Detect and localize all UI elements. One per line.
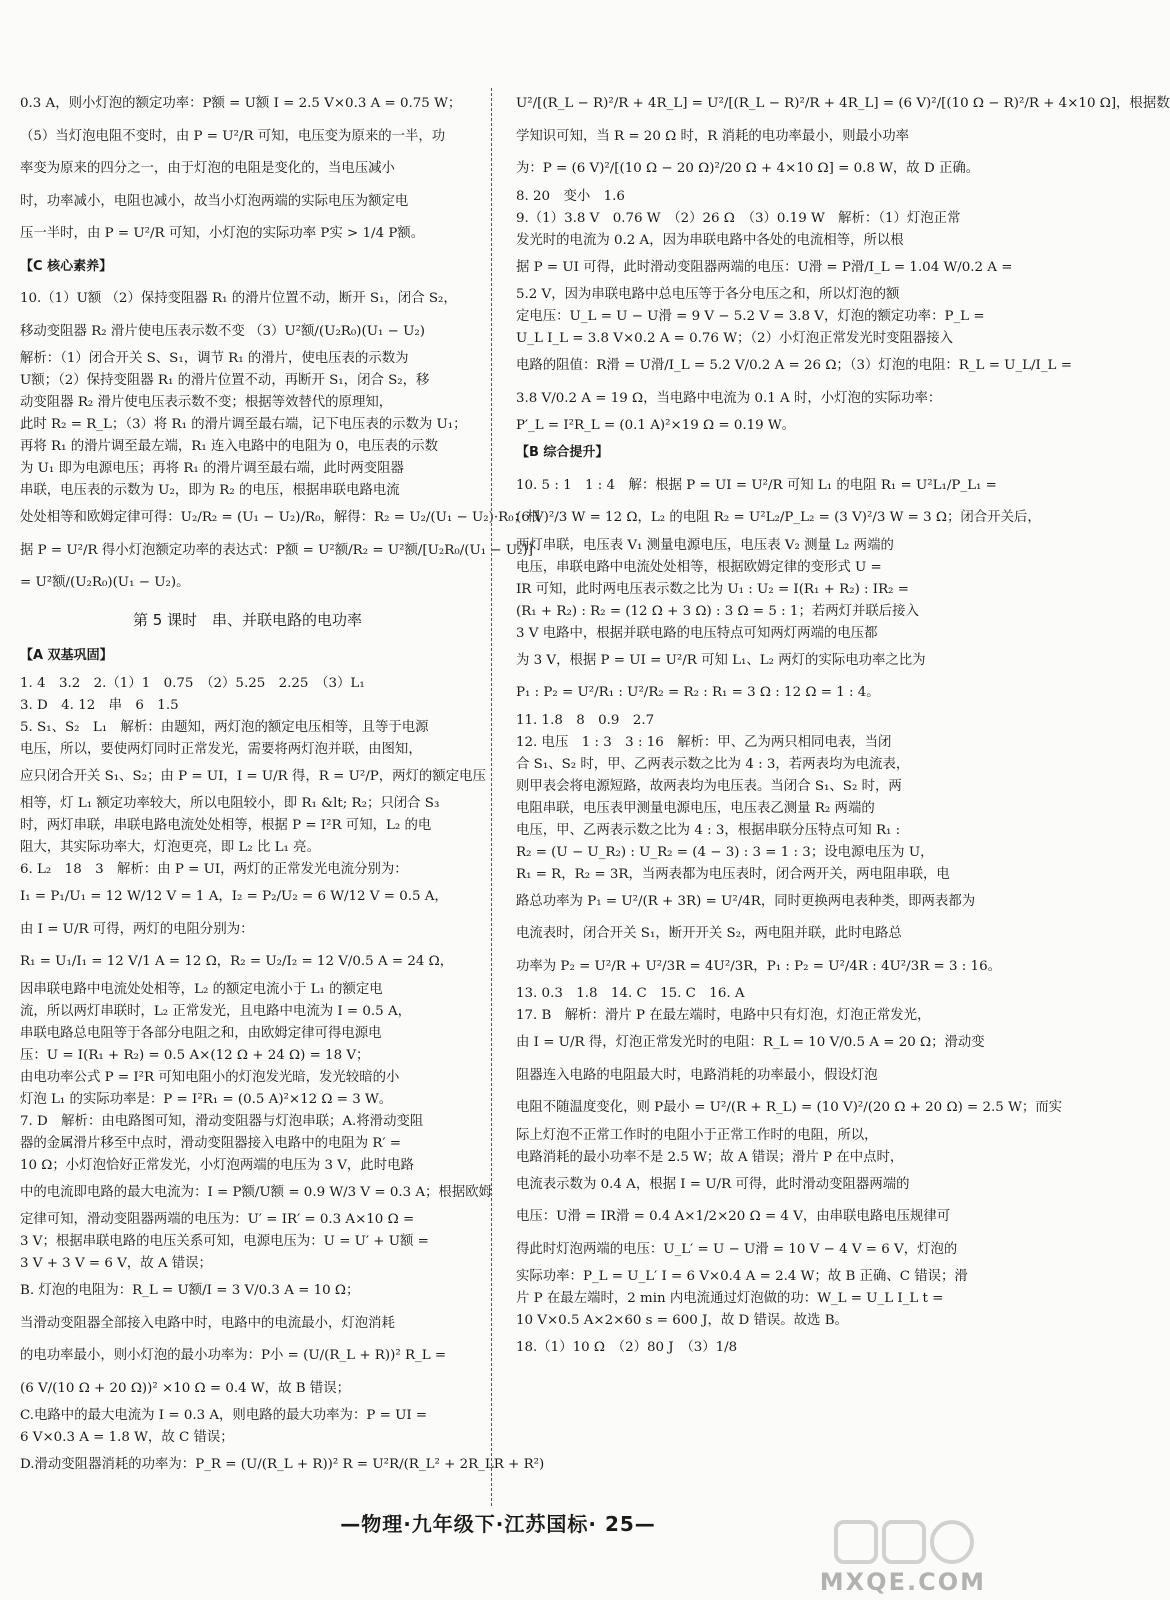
right-text-line: 阻器连入电路的电阻最大时，电路消耗的功率最小，假设灯泡 <box>516 1067 878 1083</box>
left-text-line: 1. 4 3.2 2.（1）1 0.75 （2）5.25 2.25 （3）L₁ <box>20 675 365 691</box>
right-text-line: 电压，甲、乙两表示数之比为 4 : 3，根据串联分压特点可知 R₁ : <box>516 822 901 838</box>
left-text-line: D.滑动变阻器消耗的功率为：P_R = (U/(R_L + R))² R = U²R/(R_L² + 2R_LR + R²) <box>20 1457 545 1472</box>
left-text-line: 的电功率最小，则小灯泡的最小功率为：P小 = (U/(R_L + R))² R_L = <box>20 1348 447 1363</box>
left-text-line: 10 Ω；小灯泡恰好正常发光，小灯泡两端的电压为 3 V，此时电路 <box>20 1157 414 1173</box>
right-text-line: 实际功率：P_L = U_L′ I = 6 V×0.4 A = 2.4 W；故 B 正确、C 错误；滑 <box>516 1269 968 1284</box>
left-text-line: 3. D 4. 12 串 6 1.5 <box>20 697 179 713</box>
left-text-line: 由电功率公式 P = I²R 可知电阻小的灯泡发光暗，发光较暗的小 <box>20 1069 400 1085</box>
left-text-line: 电压，所以，要使两灯同时正常发光，需要将两灯泡并联，由图知， <box>20 741 422 757</box>
right-text-line: 电流表示数为 0.4 A，根据 I = U/R 可得，此时滑动变阻器两端的 <box>516 1176 910 1192</box>
right-text-line: 电压，串联电路中电流处处相等，根据欧姆定律的变形式 U = <box>516 559 882 575</box>
right-text-line: 为：P = (6 V)²/[(10 Ω − 20 Ω)²/20 Ω + 4×10 Ω] = 0.8 W，故 D 正确。 <box>516 161 980 176</box>
right-text-line: 据 P = UI 可得，此时滑动变阻器两端的电压：U滑 = P滑/I_L = 1.04 W/0.2 A = <box>516 259 1013 275</box>
right-text-line: 11. 1.8 8 0.9 2.7 <box>516 712 655 728</box>
left-text-line: 当滑动变阻器全部接入电路中时，电路中的电流最小，灯泡消耗 <box>20 1315 395 1331</box>
right-text-line: 合 S₁、S₂ 时，甲、乙两表示数之比为 4 : 3，若两表均为电流表， <box>516 756 910 772</box>
right-text-line: IR 可知，此时两电压表示数之比为 U₁ : U₂ = I(R₁ + R₂) : IR₂ = <box>516 581 910 597</box>
right-text-line: 8. 20 变小 1.6 <box>516 188 625 204</box>
left-text-line: 第 5 课时 串、并联电路的电功率 <box>132 610 363 629</box>
left-text-line: B. 灯泡的电阻为：R_L = U额/I = 3 V/0.3 A = 10 Ω； <box>20 1283 360 1298</box>
left-text-line: 由 I = U/R 可得，两灯的电阻分别为： <box>20 921 254 937</box>
left-text-line: 3 V；根据串联电路的电压关系可知，电源电压为：U = U′ + U额 = <box>20 1234 429 1249</box>
right-text-line: 路总功率为 P₁ = U²/(R + 3R) = U²/4R，同时更换两电表种类，即两表都为 <box>516 893 976 909</box>
left-text-line: 动变阻器 R₂ 滑片使电压表示数不变；根据等效替代的原理知， <box>20 395 393 410</box>
right-text-line: R₂ = (U − U_R₂) : U_R₂ = (4 − 3) : 3 = 1 : 3；设电源电压为 U， <box>516 844 934 860</box>
right-text-line: 两灯串联，电压表 V₁ 测量电源电压，电压表 V₂ 测量 L₂ 两端的 <box>516 537 894 553</box>
page-footer: —物理·九年级下·江苏国标· 25— <box>340 1512 656 1536</box>
left-text-line: 中的电流即电路的最大电流为：I = P额/U额 = 0.9 W/3 V = 0.3 A；根据欧姆 <box>20 1184 492 1200</box>
left-text-line: 器的金属滑片移至中点时，滑动变阻器接入电路中的电阻为 R′ = <box>20 1135 402 1151</box>
left-text-line: 此时 R₂ = R_L；（3）将 R₁ 的滑片调至最右端，记下电压表的示数为 U₁； <box>20 417 467 432</box>
watermark-text: MXQE.COM <box>819 1568 986 1596</box>
right-text-line: 定电压：U_L = U − U滑 = 9 V − 5.2 V = 3.8 V，灯泡的额定功率：P_L = <box>516 309 985 324</box>
right-column <box>516 88 1170 1365</box>
right-text-line: 发光时的电流为 0.2 A，因为串联电路中各处的电流相等，所以根 <box>516 232 904 248</box>
left-text-line: 解析：（1）闭合开关 S、S₁，调节 R₁ 的滑片，使电压表的示数为 <box>20 351 409 366</box>
right-text-line: 片 P 在最左端时，2 min 内电流通过灯泡做的功：W_L = U_L I_L t = <box>516 1291 944 1306</box>
left-text-line: 时，两灯串联，串联电路电流处处相等，根据 P = I²R 可知，L₂ 的电 <box>20 818 432 833</box>
left-text-line: 0.3 A，则小灯泡的额定功率：P额 = U额 I = 2.5 V×0.3 A = 0.75 W； <box>20 96 462 111</box>
right-text-line: 5.2 V，因为串联电路中总电压等于各分电压之和，所以灯泡的额 <box>516 287 900 302</box>
right-text-line: 3.8 V/0.2 A = 19 Ω，当电路中电流为 0.1 A 时，小灯泡的实际功率： <box>516 390 942 406</box>
right-text-line: 【B 综合提升】 <box>516 445 609 460</box>
left-text-line: 相等，灯 L₁ 额定功率较大，所以电阻较小，即 R₁ &lt; R₂；只闭合 S₃ <box>20 796 440 811</box>
left-text-line: 【A 双基巩固】 <box>20 648 113 663</box>
right-text-line: 电阻串联，电压表甲测量电源电压，电压表乙测量 R₂ 两端的 <box>516 800 875 816</box>
right-text-line: 学知识可知，当 R = 20 Ω 时，R 消耗的电功率最小，则最小功率 <box>516 128 910 144</box>
left-text-line: 5. S₁、S₂ L₁ 解析：由题知，两灯泡的额定电压相等，且等于电源 <box>20 719 429 735</box>
right-text-line: 功率为 P₂ = U²/R + U²/3R = 4U²/3R，P₁ : P₂ = U²/4R : 4U²/3R = 3 : 16。 <box>516 958 1001 974</box>
left-text-line: 再将 R₁ 的滑片调至最左端，R₁ 连入电路中的电阻为 0，电压表的示数 <box>20 439 438 454</box>
left-text-line: 3 V + 3 V = 6 V，故 A 错误； <box>20 1256 212 1271</box>
left-text-line: 因串联电路中电流处处相等，L₂ 的额定电流小于 L₁ 的额定电 <box>20 981 383 997</box>
left-text-line: 时，功率减小，电阻也减小，故当小灯泡两端的实际电压为额定电 <box>20 193 409 209</box>
right-text-line: R₁ = R，R₂ = 3R，当两表都为电压表时，闭合两开关，两电阻串联，电 <box>516 866 950 882</box>
left-text-line: 10.（1）U额 （2）保持变阻器 R₁ 的滑片位置不动，断开 S₁，闭合 S₂， <box>20 291 457 306</box>
left-text-line: I₁ = P₁/U₁ = 12 W/12 V = 1 A，I₂ = P₂/U₂ = 6 W/12 V = 0.5 A， <box>20 889 448 904</box>
column-divider <box>491 88 492 1506</box>
right-text-line: 际上灯泡不正常工作时的电阻小于正常工作时的电阻，所以， <box>516 1127 878 1143</box>
left-text-line: 定律可知，滑动变阻器两端的电压为：U′ = IR′ = 0.3 A×10 Ω = <box>20 1212 415 1227</box>
left-text-line: U额；（2）保持变阻器 R₁ 的滑片位置不动，再断开 S₁，闭合 S₂，移 <box>20 373 430 388</box>
right-text-line: 电路消耗的最小功率不是 2.5 W；故 A 错误；滑片 P 在中点时， <box>516 1149 904 1165</box>
left-text-line: 流，所以两灯串联时，L₂ 正常发光，且电路中电流为 I = 0.5 A， <box>20 1003 412 1019</box>
left-text-line: 串联，电压表的示数为 U₂，即为 R₂ 的电压，根据串联电路电流 <box>20 483 400 498</box>
right-text-line: 12. 电压 1 : 3 3 : 16 解析：甲、乙为两只相同电表，当闭 <box>516 734 892 750</box>
left-text-line: R₁ = U₁/I₁ = 12 V/1 A = 12 Ω，R₂ = U₂/I₂ = 12 V/0.5 A = 24 Ω， <box>20 954 454 969</box>
right-text-line: (6 V)²/3 W = 12 Ω，L₂ 的电阻 R₂ = U²L₂/P_L₂ = (3 V)²/3 W = 3 Ω；闭合开关后， <box>516 510 1041 525</box>
left-text-line: 串联电路总电阻等于各部分电阻之和，由欧姆定律可得电源电 <box>20 1025 382 1041</box>
left-text-line: 率变为原来的四分之一，由于灯泡的电阻是变化的，当电压减小 <box>20 161 395 176</box>
left-text-line: C.电路中的最大电流为 I = 0.3 A，则电路的最大功率为：P = UI = <box>20 1408 428 1423</box>
left-text-line: (6 V/(10 Ω + 20 Ω))² ×10 Ω = 0.4 W，故 B 错误； <box>20 1380 350 1396</box>
right-text-line: U²/[(R_L − R)²/R + 4R_L] = U²/[(R_L − R)²/R + 4R_L] = (6 V)²/[(10 Ω − R)²/R + 4×10 Ω]，根据数 <box>516 96 1170 111</box>
right-text-line: 13. 0.3 1.8 14. C 15. C 16. A <box>516 986 745 1001</box>
left-text-line: 灯泡 L₁ 的实际功率是：P = I²R₁ = (0.5 A)²×12 Ω = 3 W。 <box>20 1091 393 1107</box>
right-text-line: 18.（1）10 Ω （2）80 J （3）1/8 <box>516 1340 738 1355</box>
left-text-line: 为 U₁ 即为电源电压；再将 R₁ 的滑片调至最右端，此时两变阻器 <box>20 461 404 476</box>
left-text-line: 应只闭合开关 S₁、S₂；由 P = UI，I = U/R 得，R = U²/P，两灯的额定电压 <box>20 768 486 784</box>
right-text-line: P₁ : P₂ = U²/R₁ : U²/R₂ = R₂ : R₁ = 3 Ω : 12 Ω = 1 : 4。 <box>516 685 880 700</box>
left-text-line: 处处相等和欧姆定律可得：U₂/R₂ = (U₁ − U₂)/R₀，解得：R₂ = U₂/(U₁ − U₂)·R₀；根 <box>20 510 541 525</box>
right-text-line: 10 V×0.5 A×2×60 s = 600 J，故 D 错误。故选 B。 <box>516 1313 848 1328</box>
right-text-line: 由 I = U/R 得，灯泡正常发光时的电阻：R_L = 10 V/0.5 A = 20 Ω；滑动变 <box>516 1035 985 1050</box>
left-text-line: 压：U = I(R₁ + R₂) = 0.5 A×(12 Ω + 24 Ω) = 18 V； <box>20 1047 370 1063</box>
left-column <box>20 88 545 1482</box>
right-text-line: U_L I_L = 3.8 V×0.2 A = 0.76 W；（2）小灯泡正常发光时变阻器接入 <box>516 331 954 346</box>
left-text-line: 6. L₂ 18 3 解析：由 P = UI，两灯的正常发光电流分别为： <box>20 862 408 877</box>
right-text-line: P′_L = I²R_L = (0.1 A)²×19 Ω = 0.19 W。 <box>516 418 796 433</box>
right-text-line: 10. 5 : 1 1 : 4 解：根据 P = UI = U²/R 可知 L₁ 的电阻 R₁ = U²L₁/P_L₁ = <box>516 477 997 493</box>
right-text-line: 电压：U滑 = IR滑 = 0.4 A×1/2×20 Ω = 4 V，由串联电路电压规律可 <box>516 1209 951 1224</box>
left-text-line: （5）当灯泡电阻不变时，由 P = U²/R 可知，电压变为原来的一半，功 <box>20 128 446 144</box>
left-text-line: 【C 核心素养】 <box>20 258 113 274</box>
left-text-line: 压一半时，由 P = U²/R 可知，小灯泡的实际功率 P实 > 1/4 P额。 <box>20 226 425 241</box>
left-text-line: 7. D 解析：由电路图可知，滑动变阻器与灯泡串联；A.将滑动变阻 <box>20 1113 424 1129</box>
left-text-line: 据 P = U²/R 得小灯泡额定功率的表达式：P额 = U²额/R₂ = U²额/[U₂R₀/(U₁ − U₂)] <box>20 542 533 558</box>
left-text-line: = U²额/(U₂R₀)(U₁ − U₂)。 <box>20 575 190 590</box>
right-text-line: 为 3 V，根据 P = UI = U²/R 可知 L₁、L₂ 两灯的实际电功率之比为 <box>516 652 926 668</box>
right-text-line: 得此时灯泡两端的电压：U_L′ = U − U滑 = 10 V − 4 V = 6 V，灯泡的 <box>516 1241 958 1257</box>
right-text-line: 3 V 电路中，根据并联电路的电压特点可知两灯两端的电压都 <box>516 625 878 641</box>
left-text-line: 6 V×0.3 A = 1.8 W，故 C 错误； <box>20 1430 234 1445</box>
right-text-line: 电流表时，闭合开关 S₁，断开开关 S₂，两电阻并联，此时电路总 <box>516 926 902 941</box>
right-text-line: 电路的阻值：R滑 = U滑/I_L = 5.2 V/0.2 A = 26 Ω；（3）灯泡的电阻：R_L = U_L/I_L = <box>516 358 1072 373</box>
right-text-line: (R₁ + R₂) : R₂ = (12 Ω + 3 Ω) : 3 Ω = 5 : 1；若两灯并联后接入 <box>516 603 919 619</box>
right-text-line: 9.（1）3.8 V 0.76 W （2）26 Ω （3）0.19 W 解析：（1）灯泡正常 <box>516 210 961 226</box>
right-text-line: 17. B 解析：滑片 P 在最左端时，电路中只有灯泡，灯泡正常发光， <box>516 1008 931 1023</box>
right-text-line: 则甲表会将电源短路，故两表均为电压表。当闭合 S₁、S₂ 时，两 <box>516 778 902 794</box>
right-text-line: 电阻不随温度变化，则 P最小 = U²/(R + R_L) = (10 V)²/(20 Ω + 20 Ω) = 2.5 W；而实 <box>516 1100 1063 1115</box>
left-text-line: 移动变阻器 R₂ 滑片使电压表示数不变 （3）U²额/(U₂R₀)(U₁ − U₂) <box>20 323 425 339</box>
left-text-line: 阻大，其实际功率大，灯泡更亮，即 L₂ 比 L₁ 亮。 <box>20 840 320 855</box>
